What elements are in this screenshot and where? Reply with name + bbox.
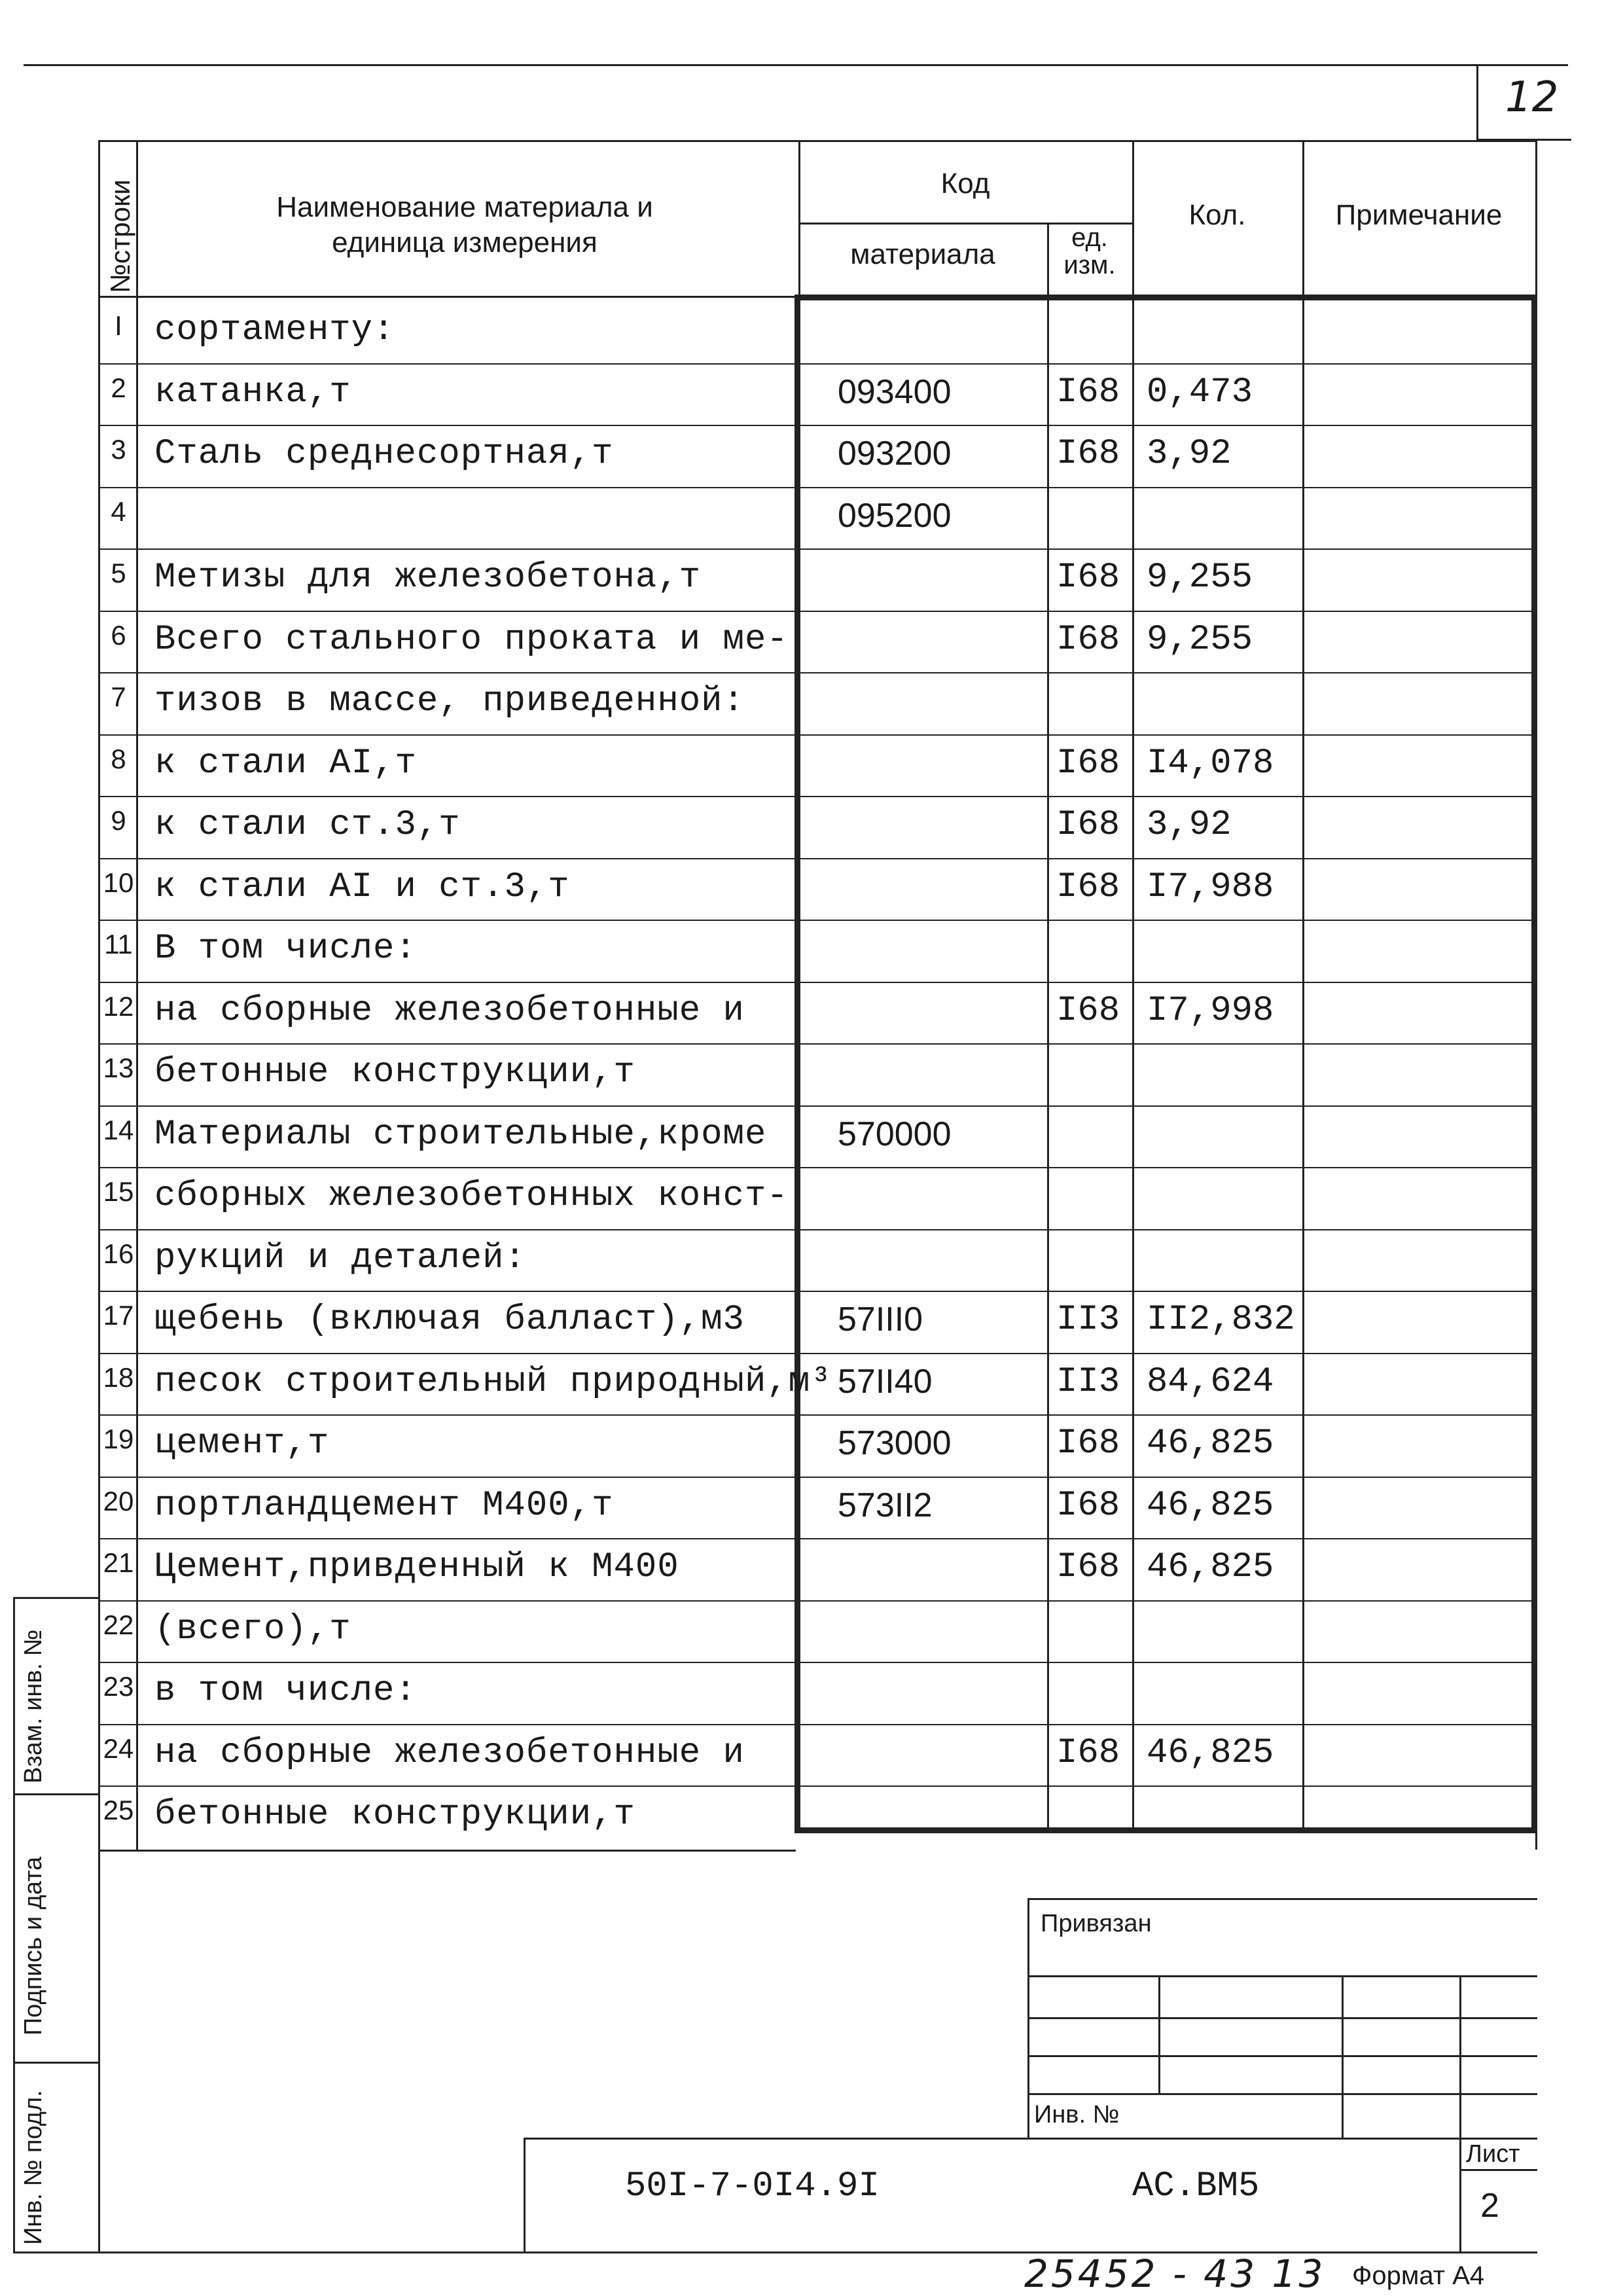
material-name: на сборные железобетонные и [154,990,745,1031]
material-name: к стали АI,т [154,743,417,783]
privyazan-col-1 [1158,1975,1160,2093]
corner-divider [1476,64,1478,139]
row-number: 4 [111,495,126,527]
table-row [0,796,1623,858]
top-rule [24,64,1568,66]
row-number: 23 [103,1671,134,1702]
material-name: на сборные железобетонные и [154,1732,745,1773]
material-name: цемент,т [154,1424,330,1463]
material-name: портландцемент М400,т [154,1485,614,1526]
material-name: Цемент,привденный к М400 [154,1547,679,1587]
row-number: 12 [103,990,134,1022]
row-number: 22 [103,1609,134,1640]
sheet-divider [1459,2138,1461,2253]
row-number: 7 [111,681,126,712]
row-number: 16 [103,1238,134,1269]
side-stamp-outer [13,1597,15,2251]
material-name: в том числе: [154,1671,417,1711]
header-code: Код [940,168,990,200]
table-row [0,920,1623,982]
row-number: 18 [103,1361,134,1393]
material-name: катанка,т [154,372,351,412]
unit-code: I68 [1056,434,1120,474]
sheet-number: 2 [1480,2187,1499,2225]
row-number: 25 [103,1795,134,1825]
table-top-border [98,140,1537,142]
quantity: I7,988 [1147,867,1274,907]
row-number: 9 [111,805,126,836]
table-row [0,1662,1623,1724]
unit-code: I68 [1056,805,1120,845]
material-name: сортаменту: [154,310,395,350]
quantity: 46,825 [1147,1547,1274,1587]
row-number: 6 [111,619,126,651]
side-stamp-inv-podl: Инв. № подл. [20,2090,47,2245]
material-name: (всего),т [154,1609,351,1649]
header-qty: Кол. [1188,199,1246,231]
material-name: Материалы строительные,кроме [154,1114,767,1155]
sheet-label-line [1459,2169,1537,2171]
unit-code: I68 [1056,1547,1120,1587]
header-row-no: №строки [105,179,135,293]
quantity: 3,92 [1147,434,1232,474]
row-number: 5 [111,558,126,588]
row-number: 24 [103,1732,134,1764]
material-code: 573000 [838,1424,952,1462]
row-number: 8 [111,743,126,774]
row-number: 3 [111,434,126,465]
material-name: к стали АI и ст.3,т [154,867,570,907]
quantity: 46,825 [1147,1732,1274,1773]
material-name: Сталь среднесортная,т [154,434,614,474]
table-row [0,1477,1623,1539]
page-mark: 12 [1505,73,1559,122]
side-stamp-line-4 [13,2251,100,2253]
header-note: Примечание [1335,199,1503,231]
material-name: бетонные конструкции,т [154,1795,635,1835]
material-code: 093400 [838,372,952,411]
table-row [0,672,1623,734]
table-row [0,1785,1623,1848]
row-number: 20 [103,1485,134,1516]
row-number: 14 [103,1114,134,1145]
handwritten-doc-number: 25452 - 43 13 [1024,2251,1326,2296]
unit-code: I68 [1056,1732,1120,1773]
doc-block-top [524,2138,1537,2140]
quantity: 46,825 [1147,1485,1274,1526]
unit-code: II3 [1056,1361,1120,1402]
quantity: 0,473 [1147,372,1253,412]
material-name: Метизы для железобетона,т [154,558,702,598]
side-stamp-podpis: Подпись и дата [20,1856,47,2036]
table-row [0,1043,1623,1105]
header-name: Наименование материала и единица измерения [276,191,653,259]
format-label: Формат А4 [1352,2261,1485,2290]
table-row [0,487,1623,549]
side-stamp-line-1 [13,1597,100,1599]
material-name: сборных железобетонных конст- [154,1176,789,1216]
row-number: 11 [104,929,133,960]
header-divider-name [798,140,800,297]
unit-code: I68 [1056,1485,1120,1526]
unit-code: I68 [1056,372,1120,412]
table-row [0,548,1623,611]
header-code-material: материала [850,238,995,270]
material-code: 57III0 [838,1300,923,1338]
row-number: 19 [103,1424,134,1454]
material-name: к стали ст.3,т [154,805,461,845]
unit-code: I68 [1056,1424,1120,1463]
inv-no-label: Инв. № [1034,2101,1120,2128]
unit-code: I68 [1056,619,1120,660]
table-row [0,982,1623,1044]
side-stamp-vzam: Взам. инв. № [20,1629,47,1784]
doc-code: 50I-7-0I4.9I [625,2166,880,2206]
table-row [0,1291,1623,1353]
material-name: песок строительный природный,м³ [154,1361,832,1402]
table-row [0,1105,1623,1168]
unit-code: I68 [1056,558,1120,598]
row-number: 21 [103,1547,134,1578]
privyazan-col-3 [1459,1975,1461,2139]
quantity: II2,832 [1147,1300,1295,1340]
header-code-unit: ед. изм. [1063,223,1116,279]
material-name: В том числе: [154,929,417,969]
quantity: I4,078 [1147,743,1274,783]
table-row [0,1167,1623,1229]
material-name: бетонные конструкции,т [154,1052,635,1092]
quantity: 84,624 [1147,1361,1274,1402]
unit-code: I68 [1056,743,1120,783]
material-name: щебень (включая балласт),м3 [154,1300,745,1340]
table-row [0,734,1623,797]
material-code: 570000 [838,1115,952,1153]
row-number: 17 [103,1300,134,1331]
side-stamp-line-2 [13,1793,100,1795]
table-row [0,1414,1623,1477]
table-row [0,1353,1623,1415]
quantity: 3,92 [1147,805,1232,845]
material-code: 57II40 [838,1362,933,1401]
table-row [0,1600,1623,1662]
row-number: 2 [111,372,126,403]
table-row [0,425,1623,487]
material-code: 093200 [838,435,952,473]
body-frame-top [794,295,1537,300]
quantity: 9,255 [1147,619,1253,660]
material-name: тизов в массе, приведенной: [154,681,745,721]
privyazan-col-2 [1342,1975,1344,2139]
material-name: рукций и деталей: [154,1238,526,1278]
table-row [0,1229,1623,1291]
unit-code: I68 [1056,990,1120,1031]
material-code: 573II2 [838,1486,933,1524]
table-row [0,858,1623,920]
material-code: 095200 [838,496,952,535]
table-row [0,301,1623,363]
privyazan-top [1027,1898,1537,1900]
table-row [0,611,1623,673]
quantity: 46,825 [1147,1424,1274,1463]
sheet-label: Лист [1466,2140,1520,2168]
doc-mark: АС.ВМ5 [1132,2166,1260,2206]
unit-code: I68 [1056,867,1120,907]
table-row [0,363,1623,425]
unit-code: II3 [1056,1300,1120,1340]
quantity: I7,998 [1147,990,1274,1031]
row-number: I [115,310,122,341]
table-body-bottom [98,1850,796,1852]
row-number: 13 [103,1052,134,1083]
row-number: 15 [103,1176,134,1207]
side-stamp-line-3 [13,2062,100,2064]
table-row [0,1724,1623,1786]
table-row [0,1538,1623,1600]
doc-block-left [524,2138,526,2253]
row-number: 10 [103,867,134,898]
material-name: Всего стального проката и ме- [154,619,789,660]
quantity: 9,255 [1147,558,1253,598]
privyazan-label: Привязан [1041,1910,1152,1937]
